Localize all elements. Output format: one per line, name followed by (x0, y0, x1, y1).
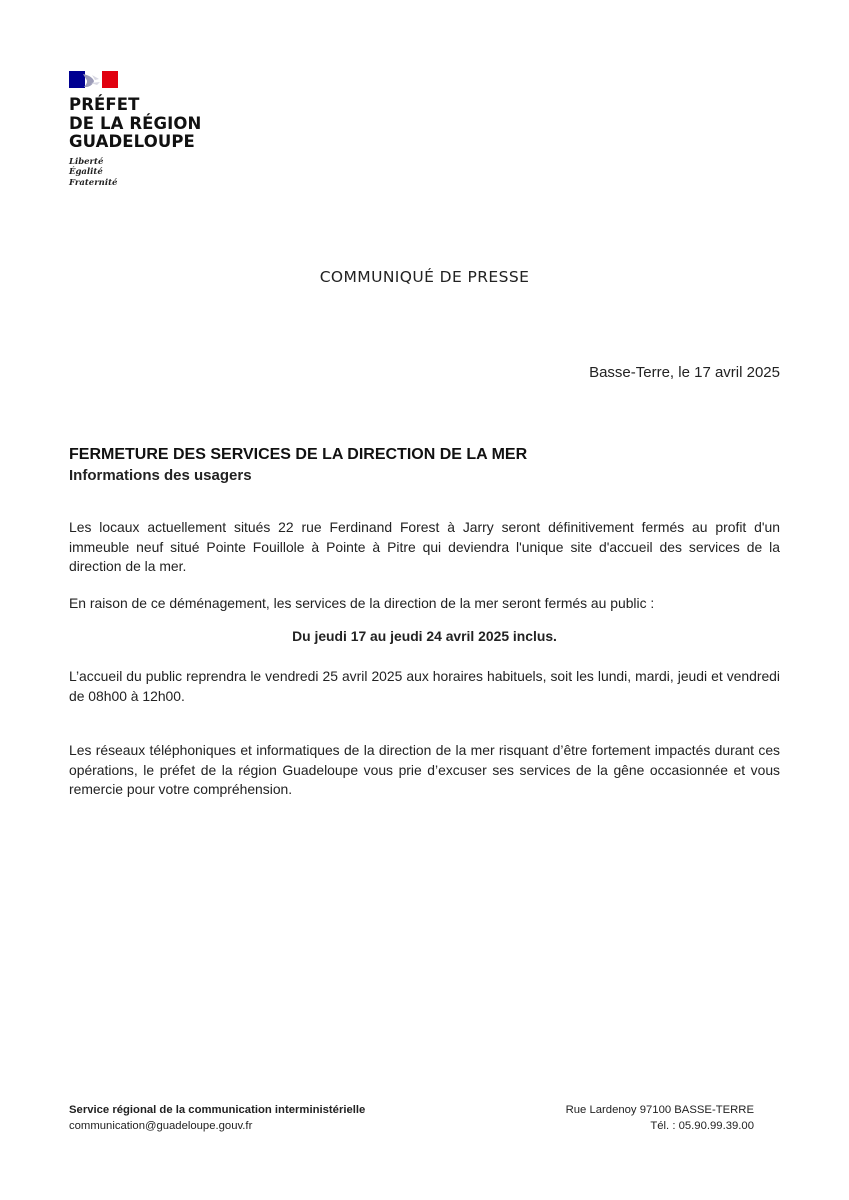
logo-title-line: DE LA RÉGION (69, 113, 202, 133)
paragraph-reopening: L’accueil du public reprendra le vendredi 25 avril 2025 aux horaires habituels, soit les lundi, mardi, jeudi et vendredi de 08h00 à 12h00. (69, 668, 780, 704)
paragraph-apology: Les réseaux téléphoniques et informatiques de la direction de la mer risquant d’être fortement impactés durant ces opérations, le préfet de la région Guadeloupe vous prie d’excuser ses services de la gêne occasionnée et vous remercie pour votre compréhension. (69, 742, 780, 798)
logo-title (69, 96, 249, 152)
footer-service: Service régional de la communication interministérielle (69, 1104, 366, 1116)
footer-email[interactable]: communication@guadeloupe.gouv.fr (69, 1119, 253, 1132)
footer-contact (69, 1103, 365, 1134)
footer-phone: Tél. : 05.90.99.39.00 (650, 1119, 754, 1132)
motto-line: Fraternité (69, 177, 118, 188)
logo-title-line: GUADELOUPE (69, 132, 195, 151)
document-date: Basse-Terre, le 17 avril 2025 (589, 364, 780, 381)
motto-line: Égalité (69, 167, 103, 177)
logo-title-line: PRÉFET (69, 95, 140, 114)
closure-dates-text: Du jeudi 17 au jeudi 24 avril 2025 inclus (292, 628, 554, 644)
motto-line: Liberté (69, 156, 104, 167)
document-title: FERMETURE DES SERVICES DE LA DIRECTION DE LA MER (69, 446, 528, 463)
footer-street: Rue Lardenoy 97100 BASSE-TERRE (565, 1104, 754, 1116)
paragraph-closure-intro: En raison de ce déménagement, les services de la direction de la mer seront fermés au public : (69, 595, 655, 611)
document-subtitle: Informations des usagers (69, 467, 252, 484)
republic-motto (69, 157, 249, 189)
closure-dates: Du jeudi 17 au jeudi 24 avril 2025 inclus. (292, 628, 557, 644)
document-heading (69, 445, 781, 486)
footer-address (566, 1103, 754, 1134)
prefecture-logo (69, 71, 249, 188)
marianne-flag-icon (69, 71, 118, 88)
document-type: COMMUNIQUÉ DE PRESSE (319, 268, 530, 286)
paragraph-relocation: Les locaux actuellement situés 22 rue Ferdinand Forest à Jarry seront définitivement fermés au profit d'un immeuble neuf situé Pointe Fouillole à Pointe à Pitre qui deviendra l'unique site d'accueil des services de la direction de la mer. (69, 519, 780, 575)
